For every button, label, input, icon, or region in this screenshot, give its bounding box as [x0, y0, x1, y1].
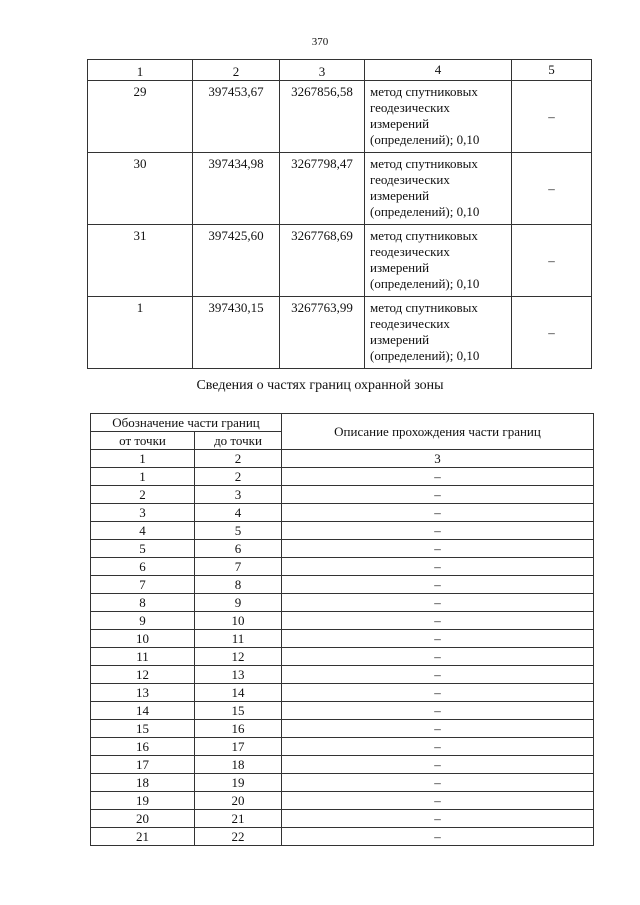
part-description: – [282, 540, 594, 558]
col-header-1: 1 [88, 60, 193, 81]
method-line: метод спутниковых [370, 84, 478, 99]
part-description: – [282, 792, 594, 810]
part-description: – [282, 558, 594, 576]
coord-x: 397430,15 [193, 297, 280, 369]
part-description: – [282, 522, 594, 540]
to-point: 21 [195, 810, 282, 828]
method-line: метод спутниковых [370, 228, 478, 243]
from-point: 10 [91, 630, 195, 648]
method-line: метод спутниковых [370, 300, 478, 315]
method-line: измерений [370, 116, 430, 131]
method-description [365, 81, 512, 153]
part-description: – [282, 468, 594, 486]
group-header: Обозначение части границ [91, 414, 282, 432]
to-point: 9 [195, 594, 282, 612]
boundary-parts-table [90, 413, 594, 846]
number-cell-2: 2 [195, 450, 282, 468]
section-title: Сведения о частях границ охранной зоны [196, 378, 444, 393]
part-description: – [282, 738, 594, 756]
table-row [88, 81, 592, 153]
table-row [88, 225, 592, 297]
to-point: 15 [195, 702, 282, 720]
note: – [512, 81, 592, 153]
point-number: 31 [88, 225, 193, 297]
table-row [91, 504, 594, 522]
part-description: – [282, 594, 594, 612]
method-line: метод спутниковых [370, 156, 478, 171]
table-row [91, 522, 594, 540]
to-header: до точки [195, 432, 282, 450]
method-line: геодезических [370, 244, 450, 259]
part-description: – [282, 702, 594, 720]
number-cell-1: 1 [91, 450, 195, 468]
table-row [91, 486, 594, 504]
point-number: 1 [88, 297, 193, 369]
coordinates-table [87, 59, 592, 369]
method-line: (определений); 0,10 [370, 276, 480, 291]
coord-x: 397434,98 [193, 153, 280, 225]
table-row [91, 648, 594, 666]
from-header: от точки [91, 432, 195, 450]
from-point: 20 [91, 810, 195, 828]
part-description: – [282, 828, 594, 846]
table-row [91, 684, 594, 702]
table-row [91, 792, 594, 810]
to-point: 2 [195, 468, 282, 486]
coord-y: 3267768,69 [280, 225, 365, 297]
to-point: 20 [195, 792, 282, 810]
col-header-4: 4 [365, 60, 512, 81]
to-point: 16 [195, 720, 282, 738]
point-number: 29 [88, 81, 193, 153]
part-description: – [282, 630, 594, 648]
from-point: 3 [91, 504, 195, 522]
from-point: 13 [91, 684, 195, 702]
coord-y: 3267798,47 [280, 153, 365, 225]
method-line: геодезических [370, 316, 450, 331]
coord-y: 3267856,58 [280, 81, 365, 153]
to-point: 19 [195, 774, 282, 792]
table-row [88, 297, 592, 369]
method-description [365, 297, 512, 369]
note: – [512, 225, 592, 297]
to-point: 17 [195, 738, 282, 756]
from-point: 21 [91, 828, 195, 846]
from-point: 5 [91, 540, 195, 558]
coord-x: 397453,67 [193, 81, 280, 153]
coord-y: 3267763,99 [280, 297, 365, 369]
col-header-3: 3 [280, 60, 365, 81]
to-point: 4 [195, 504, 282, 522]
table-row [91, 630, 594, 648]
table-row [91, 594, 594, 612]
parts-header-row [91, 414, 594, 432]
table-row [91, 540, 594, 558]
to-point: 3 [195, 486, 282, 504]
part-description: – [282, 810, 594, 828]
from-point: 17 [91, 756, 195, 774]
method-line: измерений [370, 332, 430, 347]
from-point: 14 [91, 702, 195, 720]
from-point: 12 [91, 666, 195, 684]
table-row [91, 666, 594, 684]
table-row [91, 738, 594, 756]
part-description: – [282, 612, 594, 630]
method-line: геодезических [370, 172, 450, 187]
table-row [91, 720, 594, 738]
to-point: 13 [195, 666, 282, 684]
part-description: – [282, 648, 594, 666]
col-header-5: 5 [512, 60, 592, 81]
coordinates-header-row [88, 60, 592, 81]
number-cell-3: 3 [282, 450, 594, 468]
method-description [365, 153, 512, 225]
part-description: – [282, 720, 594, 738]
from-point: 7 [91, 576, 195, 594]
from-point: 2 [91, 486, 195, 504]
from-point: 6 [91, 558, 195, 576]
to-point: 7 [195, 558, 282, 576]
method-description [365, 225, 512, 297]
part-description: – [282, 666, 594, 684]
to-point: 14 [195, 684, 282, 702]
table-row [91, 828, 594, 846]
from-point: 1 [91, 468, 195, 486]
method-line: (определений); 0,10 [370, 348, 480, 363]
from-point: 18 [91, 774, 195, 792]
method-line: измерений [370, 260, 430, 275]
to-point: 18 [195, 756, 282, 774]
coord-x: 397425,60 [193, 225, 280, 297]
part-description: – [282, 756, 594, 774]
from-point: 11 [91, 648, 195, 666]
from-point: 15 [91, 720, 195, 738]
part-description: – [282, 486, 594, 504]
method-line: геодезических [370, 100, 450, 115]
part-description: – [282, 504, 594, 522]
to-point: 8 [195, 576, 282, 594]
method-line: (определений); 0,10 [370, 132, 480, 147]
table-row [91, 612, 594, 630]
col-header-2: 2 [193, 60, 280, 81]
table-row [88, 153, 592, 225]
note: – [512, 297, 592, 369]
table-row [91, 810, 594, 828]
table-row [91, 702, 594, 720]
table-row [91, 774, 594, 792]
from-point: 4 [91, 522, 195, 540]
to-point: 5 [195, 522, 282, 540]
method-line: измерений [370, 188, 430, 203]
table-row [91, 576, 594, 594]
from-point: 19 [91, 792, 195, 810]
note: – [512, 153, 592, 225]
parts-numbers-row [91, 450, 594, 468]
method-line: (определений); 0,10 [370, 204, 480, 219]
from-point: 9 [91, 612, 195, 630]
table-row [91, 558, 594, 576]
from-point: 8 [91, 594, 195, 612]
part-description: – [282, 774, 594, 792]
page-number: 370 [311, 36, 329, 48]
table-row [91, 468, 594, 486]
part-description: – [282, 576, 594, 594]
to-point: 10 [195, 612, 282, 630]
desc-header: Описание прохождения части границ [282, 414, 594, 450]
to-point: 6 [195, 540, 282, 558]
to-point: 22 [195, 828, 282, 846]
table-row [91, 756, 594, 774]
point-number: 30 [88, 153, 193, 225]
from-point: 16 [91, 738, 195, 756]
to-point: 11 [195, 630, 282, 648]
to-point: 12 [195, 648, 282, 666]
part-description: – [282, 684, 594, 702]
